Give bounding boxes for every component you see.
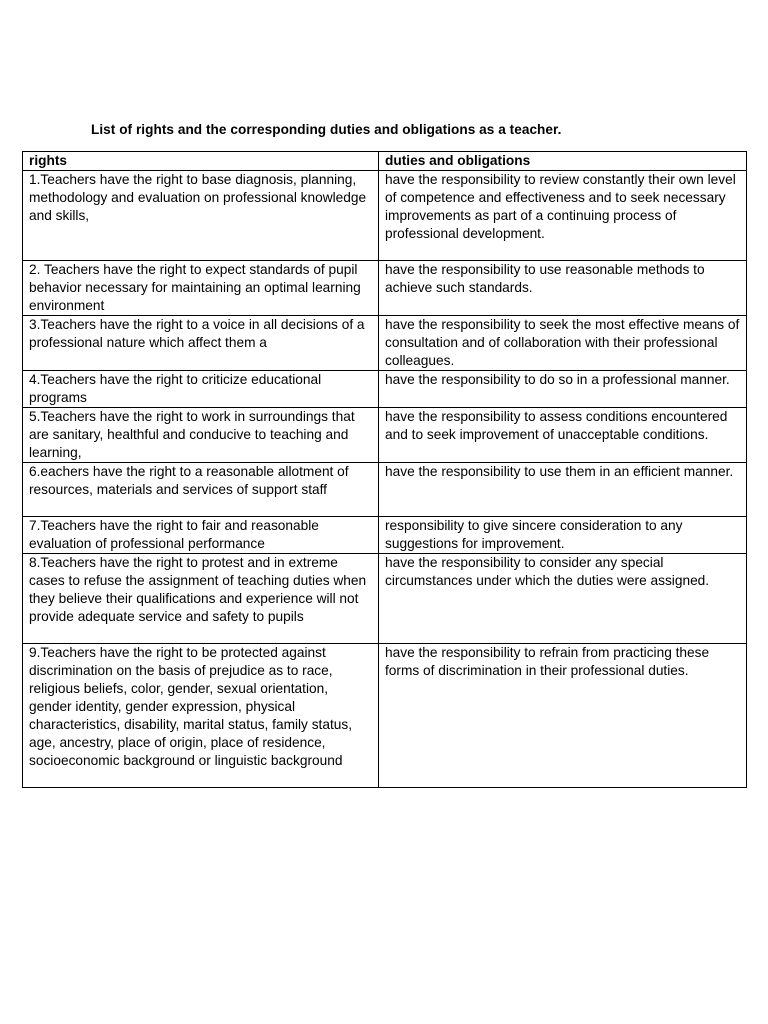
duty-cell <box>379 371 747 408</box>
header-duties: duties and obligations <box>379 152 747 171</box>
right-text: 1.Teachers have the right to base diagnosis, planning, methodology and evaluation on professional knowledge and skills, <box>29 172 367 223</box>
right-text: 6.eachers have the right to a reasonable allotment of resources, materials and services of support staff <box>29 464 349 497</box>
duty-cell <box>379 517 747 554</box>
duty-cell <box>379 644 747 788</box>
duty-cell <box>379 463 747 517</box>
duty-text: have the responsibility to refrain from practicing these forms of discrimination in their professional duties. <box>385 645 710 678</box>
right-cell <box>23 408 379 463</box>
duty-text: have the responsibility to do so in a professional manner. <box>385 372 730 387</box>
right-cell <box>23 171 379 261</box>
duty-text: have the responsibility to review constantly their own level of competence and effectiveness and to seek necessary improvements as part of a continuing process of professional development. <box>385 172 736 241</box>
right-cell <box>23 371 379 408</box>
document-title: List of rights and the corresponding duties and obligations as a teacher. <box>91 122 562 137</box>
right-cell <box>23 261 379 316</box>
duty-text: have the responsibility to use reasonable methods to achieve such standards. <box>385 262 705 295</box>
table-row <box>23 171 747 261</box>
right-cell <box>23 517 379 554</box>
right-cell <box>23 463 379 517</box>
right-text: 8.Teachers have the right to protest and in extreme cases to refuse the assignment of teaching duties when they believe their qualifications and experience will not provide adequate service and safety to pupils <box>29 555 367 624</box>
table-row <box>23 517 747 554</box>
table-row <box>23 554 747 644</box>
duty-text: responsibility to give sincere consideration to any suggestions for improvement. <box>385 518 683 551</box>
table-row <box>23 371 747 408</box>
right-text: 7.Teachers have the right to fair and reasonable evaluation of professional performance <box>29 518 319 551</box>
table-header-row <box>23 152 747 171</box>
duty-cell <box>379 408 747 463</box>
duty-cell <box>379 554 747 644</box>
right-text: 5.Teachers have the right to work in surroundings that are sanitary, healthful and conducive to teaching and learning, <box>29 409 355 460</box>
table-row <box>23 408 747 463</box>
table-row <box>23 261 747 316</box>
duty-text: have the responsibility to seek the most effective means of consultation and of collaboration with their professional colleagues. <box>385 317 740 368</box>
right-cell <box>23 316 379 371</box>
right-cell <box>23 554 379 644</box>
duty-text: have the responsibility to use them in an efficient manner. <box>385 464 734 479</box>
duty-text: have the responsibility to assess conditions encountered and to seek improvement of unacceptable conditions. <box>385 409 728 442</box>
table-row <box>23 316 747 371</box>
rights-duties-table <box>22 151 747 788</box>
duty-cell <box>379 316 747 371</box>
table-row <box>23 463 747 517</box>
duty-text: have the responsibility to consider any special circumstances under which the duties were assigned. <box>385 555 710 588</box>
right-text: 2. Teachers have the right to expect standards of pupil behavior necessary for maintaining an optimal learning environment <box>29 262 361 313</box>
header-rights: rights <box>23 152 379 171</box>
table-row <box>23 644 747 788</box>
duty-cell <box>379 261 747 316</box>
duty-cell <box>379 171 747 261</box>
right-text: 3.Teachers have the right to a voice in all decisions of a professional nature which affect them a <box>29 317 365 350</box>
right-text: 4.Teachers have the right to criticize educational programs <box>29 372 322 405</box>
right-text: 9.Teachers have the right to be protected against discrimination on the basis of prejudice as to race, religious beliefs, color, gender, sexual orientation, gender identity, gender expression, physical characteristics, disability, marital status, family status, age, ancestry, place of origin, place of residence, socioeconomic background or linguistic background <box>29 645 353 768</box>
right-cell <box>23 644 379 788</box>
